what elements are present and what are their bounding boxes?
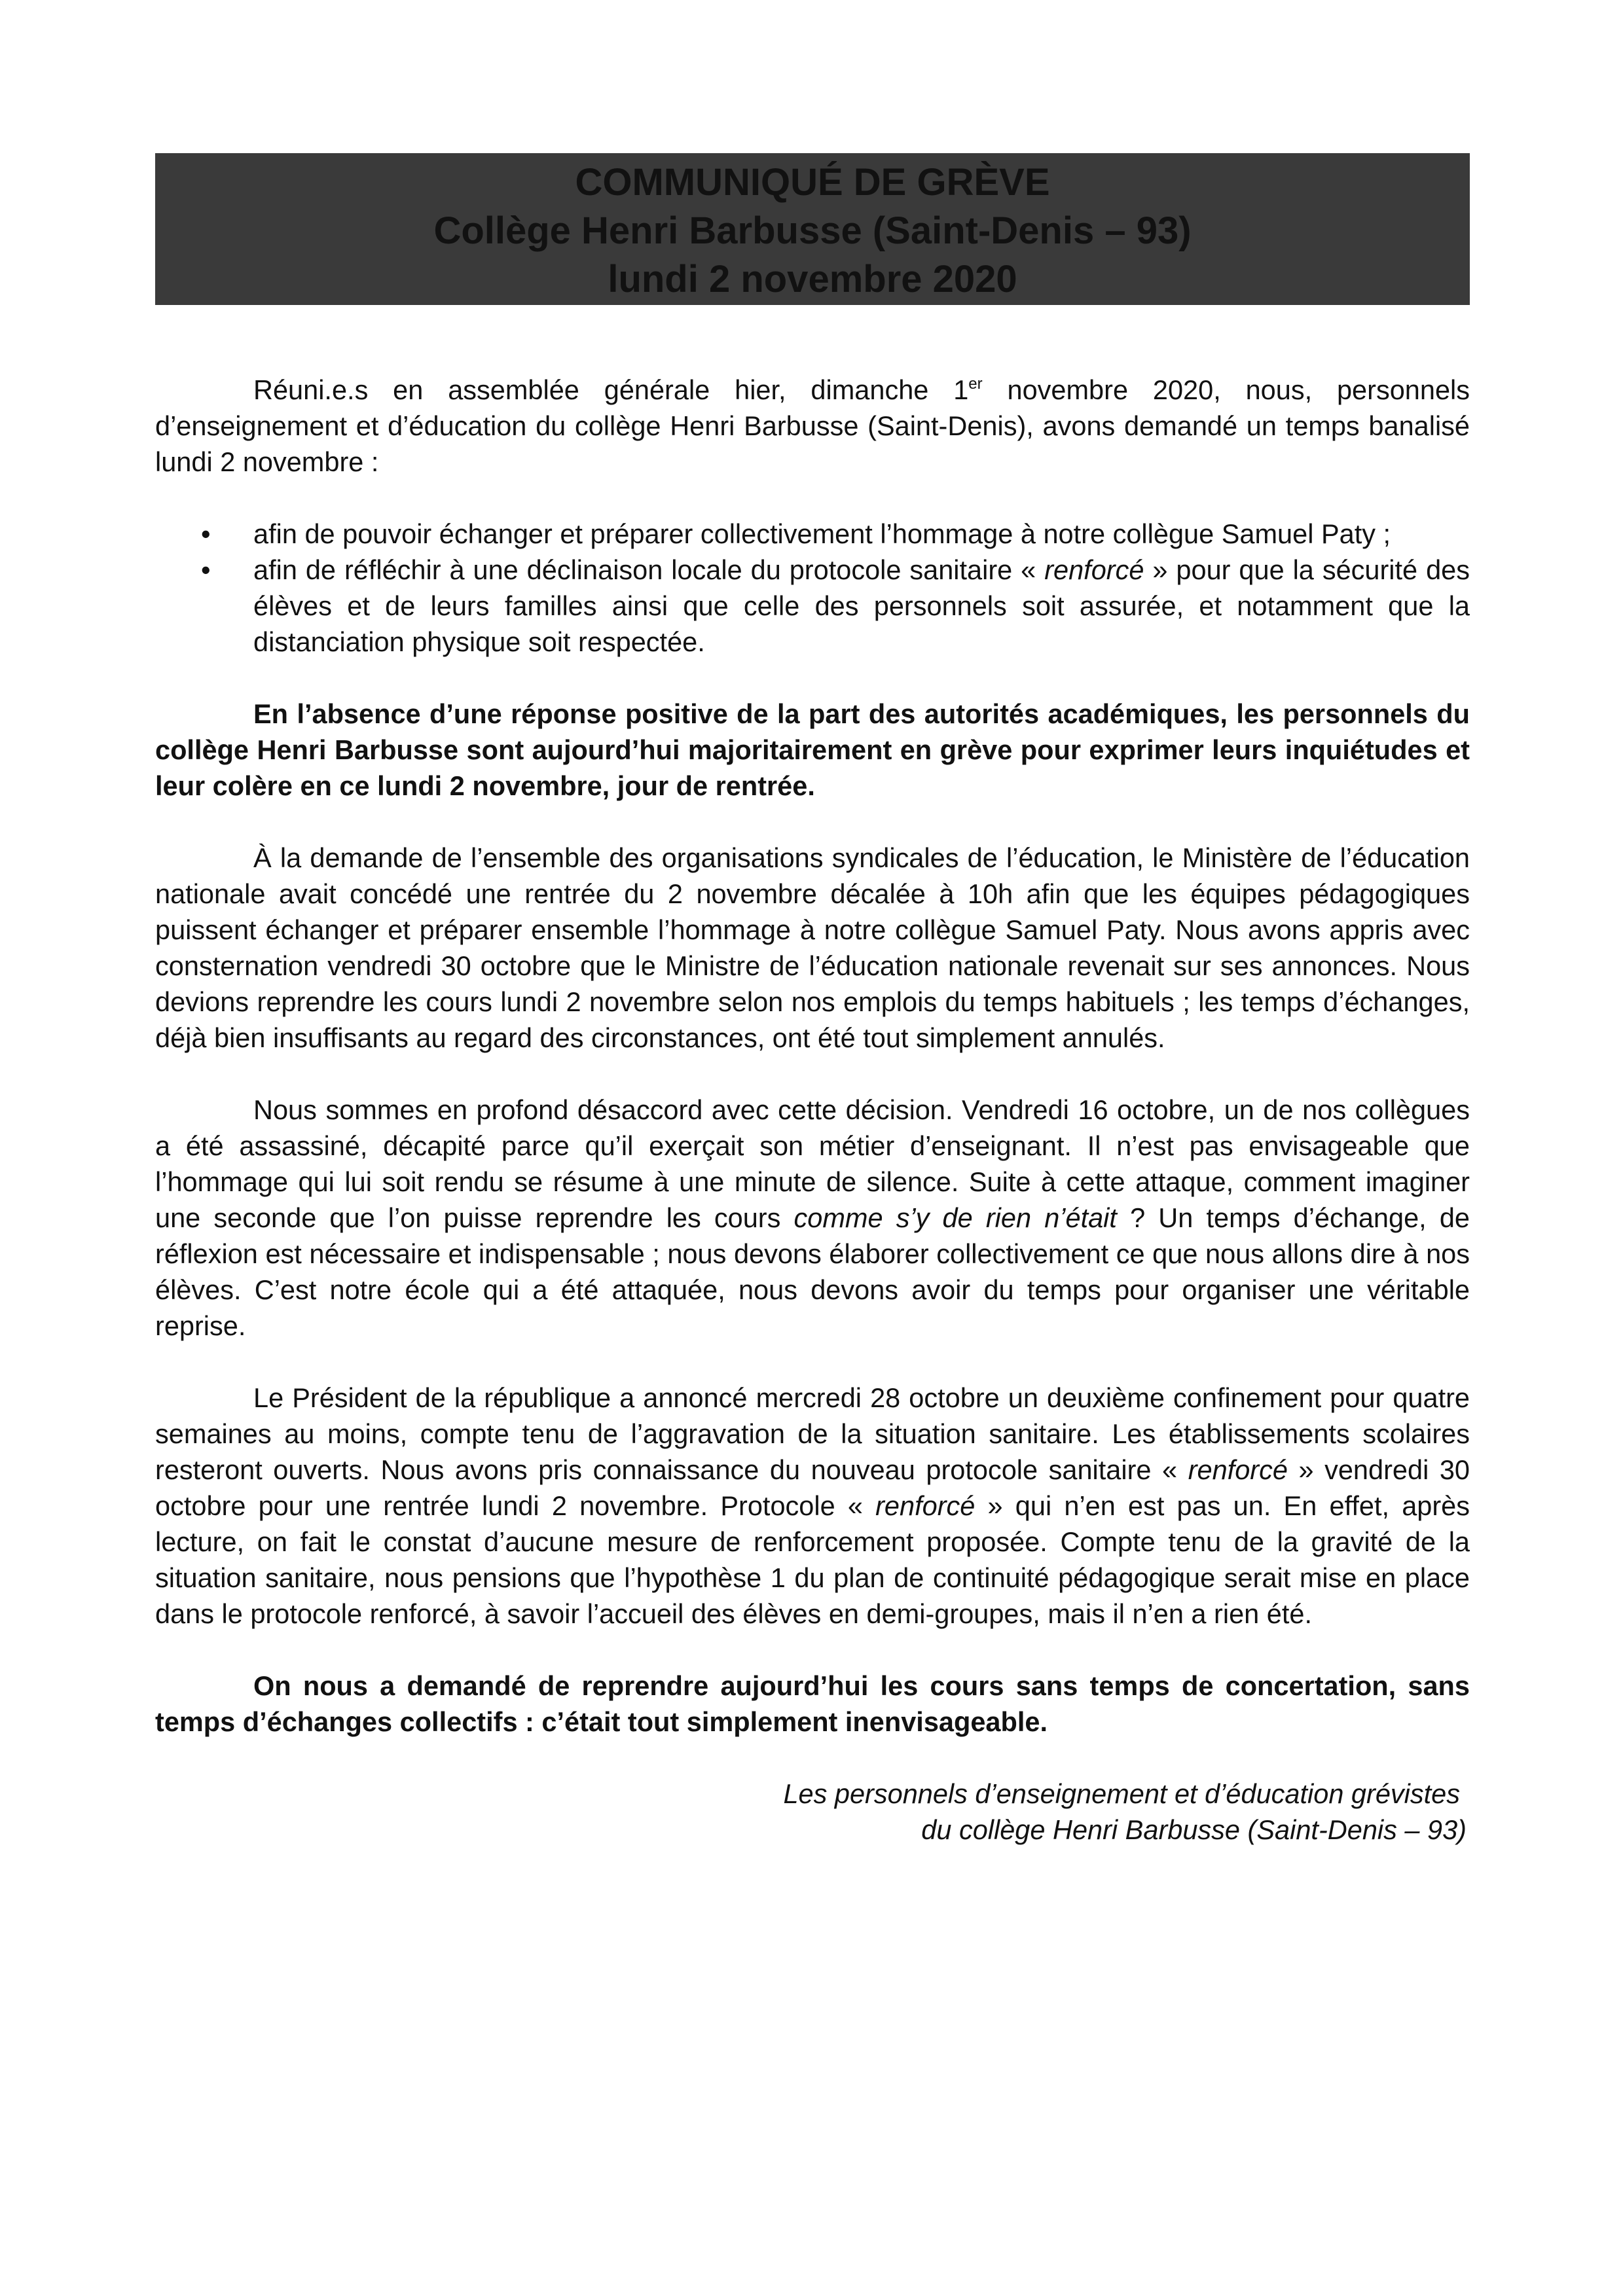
signature-line: Les personnels d’enseignement et d’éducation grévistes xyxy=(783,1778,1460,1809)
header-banner xyxy=(155,153,1470,305)
list-item xyxy=(155,552,1470,660)
paragraph-text: ? Un temps d’échange, de réflexion est nécessaire et indispensable ; nous devons élaborer collectivement ce que nous allons dire à nos élèves. C’est notre école qui a été attaquée, nous devons avoir du temps pour organiser une véritable reprise. xyxy=(155,1202,1470,1341)
conclusion-paragraph: On nous a demandé de reprendre aujourd’hui les cours sans temps de concertation, sans temps d’échanges collectifs : c’était tout simplement inenvisageable. xyxy=(155,1670,1470,1737)
signature-block xyxy=(155,1776,1470,1848)
strike-statement: En l’absence d’une réponse positive de la part des autorités académiques, les personnels du collège Henri Barbusse sont aujourd’hui majoritairement en grève pour exprimer leurs inquiétudes et leur colère en ce lundi 2 novembre, jour de rentrée. xyxy=(155,698,1470,801)
ordinal-superscript: er xyxy=(968,375,983,393)
paragraph-text: Nous sommes en profond désaccord avec cette décision. Vendredi 16 octobre, un de nos collègues a été assassiné, décapité parce qu’il exerçait son métier d’enseignant. Il n’est pas envisageable que l’hommage qui lui soit rendu se résume à une minute de silence. Suite à cette attaque, comment imaginer une seconde que l’on puisse reprendre les cours xyxy=(155,1094,1470,1233)
paragraph-text: Le Président de la république a annoncé mercredi 28 octobre un deuxième confinement pour quatre semaines au moins, compte tenu de l’aggravation de la situation sanitaire. Les établissements scolaires resteront ouverts. Nous avons pris connaissance du nouveau protocole sanitaire « xyxy=(155,1382,1470,1485)
signature-line: du collège Henri Barbusse (Saint-Denis – 93) xyxy=(921,1814,1467,1845)
list-item xyxy=(155,516,1470,552)
emphasis-text: renforcé xyxy=(875,1490,976,1521)
list-item-text: afin de pouvoir échanger et préparer collectivement l’hommage à notre collègue Samuel Paty ; xyxy=(253,518,1391,549)
document-body xyxy=(155,372,1470,1848)
document-date: lundi 2 novembre 2020 xyxy=(608,258,1017,300)
intro-text-end: novembre 2020, nous, personnels d’enseignement et d’éducation du collège Henri Barbusse (Saint-Denis), avons demandé un temps banalisé lundi 2 novembre : xyxy=(155,374,1470,477)
emphasis-text: comme s’y de rien n’était xyxy=(793,1202,1117,1233)
emphasis-text: renforcé xyxy=(1188,1454,1288,1485)
intro-text-start: Réuni.e.s en assemblée générale hier, dimanche 1 xyxy=(253,374,969,405)
paragraph-text: » vendredi 30 octobre pour une rentrée lundi 2 novembre. Protocole « xyxy=(155,1454,1470,1521)
bullet-icon: • xyxy=(201,554,211,585)
list-item-text: » pour que la sécurité des élèves et de leurs familles ainsi que celle des personnels soit assurée, et notamment que la distanciation physique soit respectée. xyxy=(253,554,1470,657)
document-title: COMMUNIQUÉ DE GRÈVE xyxy=(575,161,1050,204)
list-item-text: afin de réfléchir à une déclinaison locale du protocole sanitaire « xyxy=(253,554,1045,585)
demands-list xyxy=(155,516,1470,660)
school-name: Collège Henri Barbusse (Saint-Denis – 93) xyxy=(433,209,1192,252)
paragraph-text: » qui n’en est pas un. En effet, après lecture, on fait le constat d’aucune mesure de renforcement proposée. Compte tenu de la gravité de la situation sanitaire, nous pensions que l’hypothèse 1 du plan de continuité pédagogique serait mise en place dans le protocole renforcé, à savoir l’accueil des élèves en demi-groupes, mais il n’en a rien été. xyxy=(155,1490,1470,1629)
confinement-paragraph xyxy=(155,1380,1470,1632)
ministry-paragraph: À la demande de l’ensemble des organisations syndicales de l’éducation, le Ministère de l’éducation nationale avait concédé une rentrée du 2 novembre décalée à 10h afin que les équipes pédagogiques puissent échanger et préparer ensemble l’hommage à notre collègue Samuel Paty. Nous avons appris avec consternation vendredi 30 octobre que le Ministre de l’éducation nationale revenait sur ses annonces. Nous devions reprendre les cours lundi 2 novembre selon nos emplois du temps habituels ; les temps d’échanges, déjà bien insuffisants au regard des circonstances, ont été tout simplement annulés. xyxy=(155,842,1470,1053)
disagreement-paragraph xyxy=(155,1092,1470,1344)
bullet-icon: • xyxy=(201,518,211,549)
intro-paragraph xyxy=(155,372,1470,480)
emphasis-text: renforcé xyxy=(1044,554,1144,585)
